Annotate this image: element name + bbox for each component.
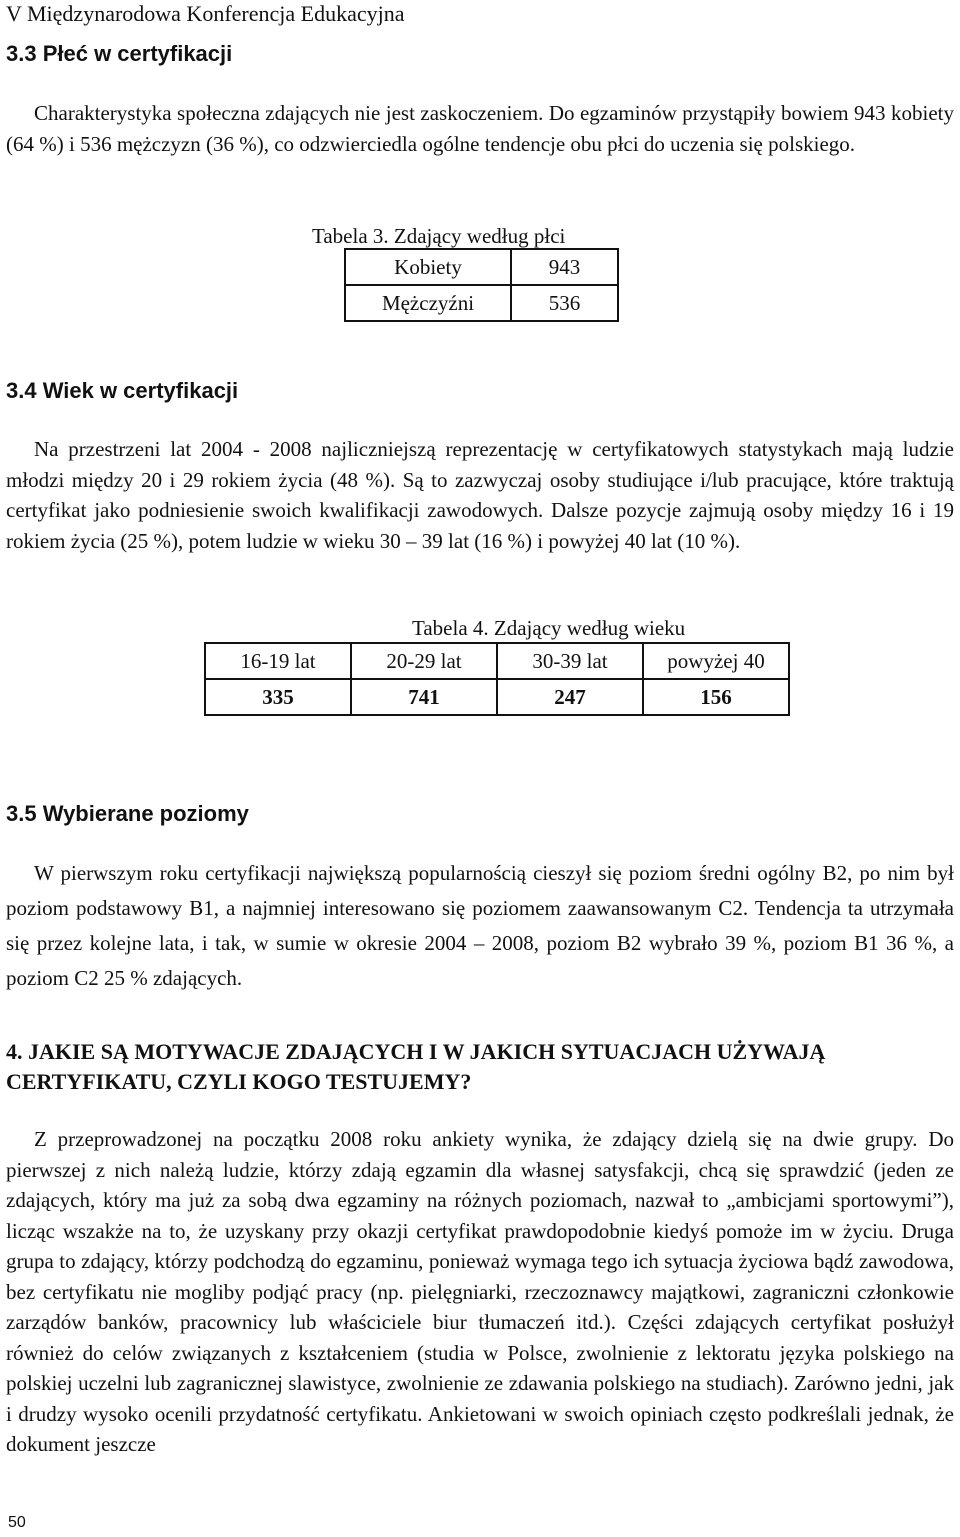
page-number: 50 <box>8 1514 26 1531</box>
table-value-cell: 247 <box>497 679 643 715</box>
table-value-cell: 335 <box>205 679 351 715</box>
table-cell-value: 943 <box>511 249 618 285</box>
table-row <box>205 643 789 679</box>
chapter-4-heading: 4. JAKIE SĄ MOTYWACJE ZDAJĄCYCH I W JAKICH SYTUACJACH UŻYWAJĄ CERTYFIKATU, CZYLI KOGO TESTUJEMY? <box>6 1039 826 1094</box>
section-3-3-paragraph: Charakterystyka społeczna zdających nie jest zaskoczeniem. Do egzaminów przystąpiły bowiem 943 kobiety (64 %) i 536 mężczyzn (36 %), co odzwierciedla ogólne tendencje obu płci do uczenia się polskiego. <box>6 101 954 156</box>
table-header-cell: 30-39 lat <box>497 643 643 679</box>
table-header-cell: 16-19 lat <box>205 643 351 679</box>
table-value-cell: 156 <box>643 679 789 715</box>
section-3-5-paragraph: W pierwszym roku certyfikacji największą popularnością cieszył się poziom średni ogólny B2, po nim był poziom podstawowy B1, a najmniej interesowano się poziomem zaawansowanym C2. Tendencja ta utrzymała się przez kolejne lata, i tak, w sumie w okresie 2004 – 2008, poziom B2 wybrało 39 %, poziom B1 36 %, a poziom C2 25 % zdających. <box>6 861 954 990</box>
table-header-cell: powyżej 40 <box>643 643 789 679</box>
table-row <box>345 249 618 285</box>
section-3-5-heading: 3.5 Wybierane poziomy <box>6 801 249 826</box>
running-header: V Międzynarodowa Konferencja Edukacyjna <box>6 1 405 26</box>
table-3-caption: Tabela 3. Zdający według płci <box>312 224 566 248</box>
table-row <box>345 285 618 321</box>
section-3-4-paragraph: Na przestrzeni lat 2004 - 2008 najliczniejszą reprezentację w certyfikatowych statystykach mają ludzie młodzi między 20 i 29 rokiem życia (48 %). Są to zazwyczaj osoby studiujące i/lub pracujące, które traktują certyfikat jako podniesienie swoich kwalifikacji zawodowych. Dalsze pozycje zajmują osoby między 16 i 19 rokiem życia (25 %), potem ludzie w wieku 30 – 39 lat (16 %) i powyżej 40 lat (10 %). <box>6 437 954 553</box>
table-cell-label: Kobiety <box>345 249 511 285</box>
section-3-4-heading: 3.4 Wiek w certyfikacji <box>6 378 239 403</box>
table-header-cell: 20-29 lat <box>351 643 497 679</box>
section-3-3-heading: 3.3 Płeć w certyfikacji <box>6 41 233 66</box>
table-value-cell: 741 <box>351 679 497 715</box>
table-cell-label: Mężczyźni <box>345 285 511 321</box>
table-row <box>205 679 789 715</box>
table-4-age <box>204 642 790 716</box>
table-4-caption: Tabela 4. Zdający według wieku <box>412 616 686 640</box>
table-3-gender <box>344 248 619 322</box>
table-cell-value: 536 <box>511 285 618 321</box>
chapter-4-paragraph: Z przeprowadzonej na początku 2008 roku ankiety wynika, że zdający dzielą się na dwie grupy. Do pierwszej z nich należą ludzie, którzy zdają egzamin dla własnej satysfakcji, chcą się sprawdzić (jeden ze zdających, który ma już za sobą dwa egzaminy na różnych poziomach, nazwał to „ambicjami sportowymi”), licząc wszakże na to, że uzyskany przy okazji certyfikat prawdopodobnie kiedyś pomoże im w życiu. Druga grupa to zdający, którzy podchodzą do egzaminu, ponieważ wymaga tego ich sytuacja życiowa bądź zawodowa, bez certyfikatu nie mogliby podjąć pracy (np. pielęgniarki, rzeczoznawcy majątkowi, zagraniczni członkowie zarządów banków, pracownicy lub właściciele biur tłumaczeń itd.). Części zdających certyfikat posłużył również do celów związanych z kształceniem (studia w Polsce, zwolnienie z lektoratu języka polskiego na polskiej uczelni lub zagranicznej slawistyce, zwolnienie ze zdawania polskiego na studiach). Zarówno jedni, jak i drudzy wysoko ocenili przydatność certyfikatu. Ankietowani w swoich opiniach często podkreślali jednak, że dokument jeszcze <box>6 1127 954 1456</box>
